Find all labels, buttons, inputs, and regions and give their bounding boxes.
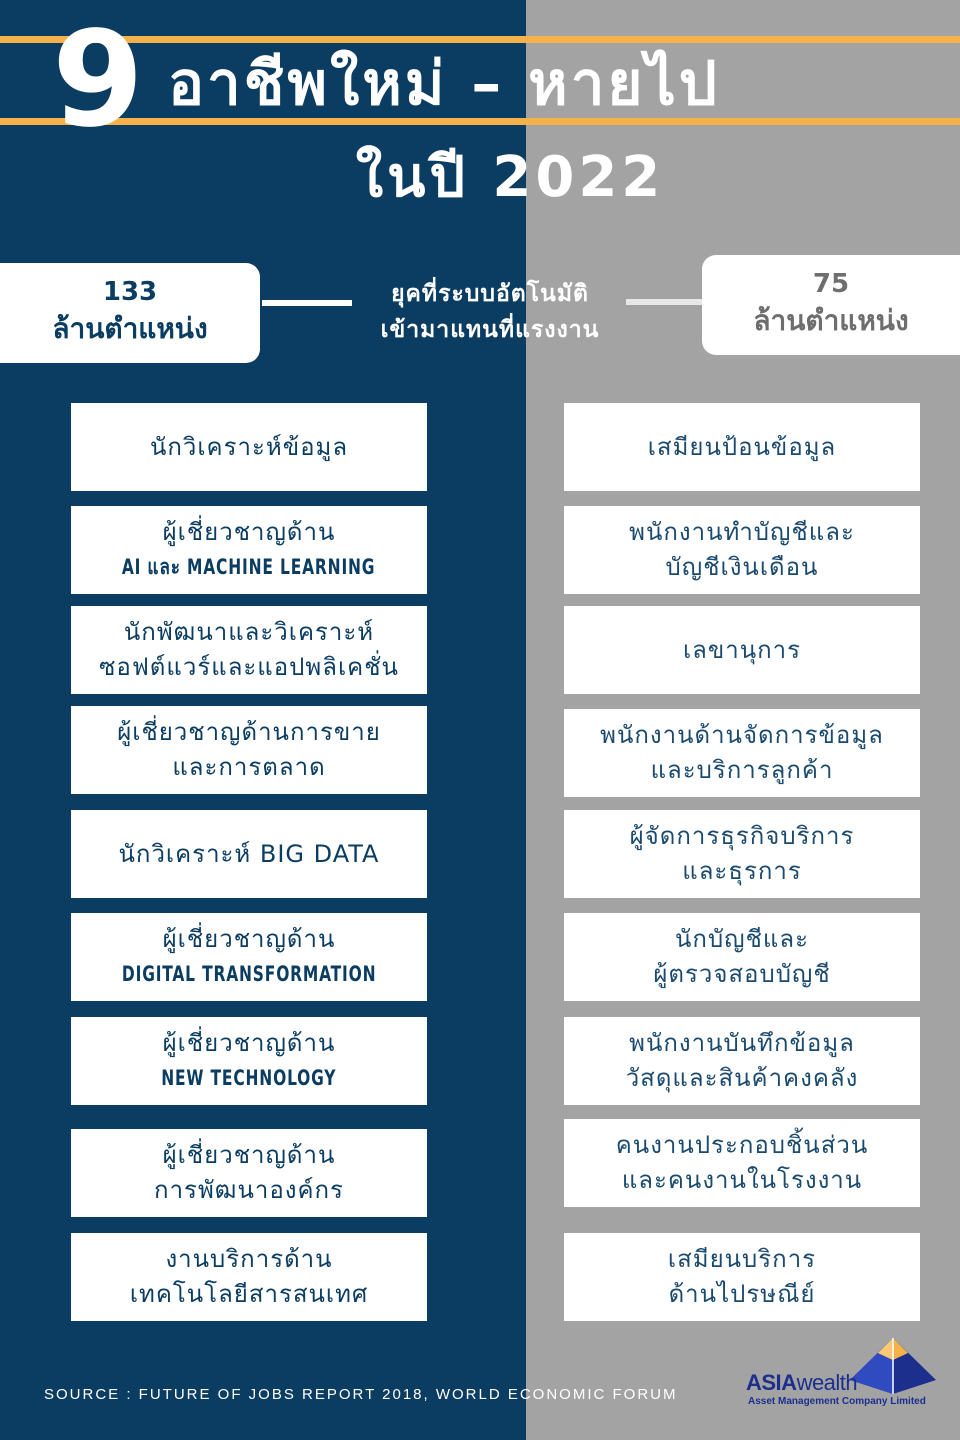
job-title-line: และบริการลูกค้า [650, 756, 834, 784]
job-title-line: NEW TECHNOLOGY [161, 1066, 337, 1090]
pyramid-logo-icon [848, 1336, 938, 1396]
lost-job-card [564, 403, 920, 491]
job-title-line: นักพัฒนาและวิเคราะห์ [123, 618, 375, 646]
logo-name-light: wealth [796, 1370, 858, 1395]
job-title-line: งานบริการด้าน [165, 1245, 333, 1273]
job-title-line: คนงานประกอบชิ้นส่วน [615, 1131, 869, 1159]
center-caption [340, 276, 640, 348]
new-job-card [71, 506, 427, 594]
new-jobs-count-number: 133 [102, 277, 158, 307]
new-job-card [71, 1233, 427, 1321]
title-top-rule [0, 36, 960, 43]
job-title-line: พนักงานทำบัญชีและ [629, 518, 855, 546]
new-job-card [71, 1017, 427, 1105]
new-job-card [71, 606, 427, 694]
job-title-line: เทคโนโลยีสารสนเทศ [129, 1280, 369, 1308]
job-title-line: ผู้เชี่ยวชาญด้าน [162, 1141, 336, 1169]
new-jobs-count-box [0, 263, 260, 363]
job-title-line: ผู้เชี่ยวชาญด้าน [162, 925, 336, 953]
new-jobs-count-label: ล้านตำแหน่ง [52, 312, 208, 345]
lost-job-card [564, 606, 920, 694]
job-title-line: นักบัญชีและ [675, 925, 809, 953]
new-job-card [71, 403, 427, 491]
job-title-line: และธุรการ [682, 857, 802, 885]
job-title-line: ผู้เชี่ยวชาญด้านการขาย [117, 718, 381, 746]
lost-job-card [564, 1017, 920, 1105]
lost-jobs-count-box [702, 255, 960, 355]
new-job-card [71, 810, 427, 898]
job-title-line: พนักงานบันทึกข้อมูล [629, 1029, 855, 1057]
lost-job-card [564, 1119, 920, 1207]
logo-name-bold: ASIA [746, 1370, 797, 1395]
job-title-line: บัญชีเงินเดือน [665, 553, 819, 581]
title-number: 9 [52, 3, 144, 157]
job-title-line: พนักงานด้านจัดการข้อมูล [600, 721, 884, 749]
job-title-line: วัสดุและสินค้าคงคลัง [625, 1064, 859, 1092]
lost-job-card [564, 810, 920, 898]
page-subtitle: ในปี 2022 [355, 145, 665, 210]
job-title-line: AI และ MACHINE LEARNING [122, 555, 376, 579]
new-job-card [71, 706, 427, 794]
job-title-line: ผู้ตรวจสอบบัญชี [653, 960, 831, 988]
new-job-card [71, 913, 427, 1001]
job-title-line: ผู้เชี่ยวชาญด้าน [162, 518, 336, 546]
job-title-line: เสมียนป้อนข้อมูล [647, 432, 837, 461]
job-title-line: เลขานุการ [682, 635, 802, 664]
job-title-line: นักวิเคราะห์ข้อมูล [149, 432, 349, 461]
job-title-line: และคนงานในโรงงาน [621, 1166, 863, 1194]
job-title-line: ผู้จัดการธุรกิจบริการ [629, 822, 855, 850]
lost-job-card [564, 1233, 920, 1321]
center-caption-line-2: เข้ามาแทนที่แรงงาน [380, 317, 600, 343]
job-title-line: ซอฟต์แวร์และแอปพลิเคชั่น [99, 653, 399, 681]
lost-job-card [564, 709, 920, 797]
left-connector-line [262, 300, 352, 306]
source-citation: SOURCE : FUTURE OF JOBS REPORT 2018, WORLD ECONOMIC FORUM [44, 1386, 678, 1403]
lost-jobs-count-label: ล้านตำแหน่ง [753, 304, 909, 337]
job-title-line: DIGITAL TRANSFORMATION [121, 962, 377, 986]
center-caption-line-1: ยุคที่ระบบอัตโนมัติ [391, 281, 589, 307]
job-title-line [119, 837, 380, 872]
new-job-card [71, 1129, 427, 1217]
lost-job-card [564, 506, 920, 594]
page-title: อาชีพใหม่ – หายไป [168, 49, 720, 119]
lost-jobs-count-number: 75 [812, 269, 850, 299]
asiawealth-logo [744, 1336, 944, 1416]
job-title-line: การพัฒนาองค์กร [154, 1176, 344, 1204]
job-title-line: เสมียนบริการ [667, 1245, 817, 1273]
job-title-text: นักวิเคราะห์ BIG DATA [118, 839, 380, 868]
job-title-line: และการตลาด [172, 753, 326, 781]
logo-tagline: Asset Management Company Limited [748, 1396, 926, 1407]
logo-wordmark [746, 1370, 857, 1396]
job-title-line: ด้านไปรษณีย์ [668, 1280, 816, 1308]
lost-job-card [564, 913, 920, 1001]
job-title-line: ผู้เชี่ยวชาญด้าน [162, 1029, 336, 1057]
